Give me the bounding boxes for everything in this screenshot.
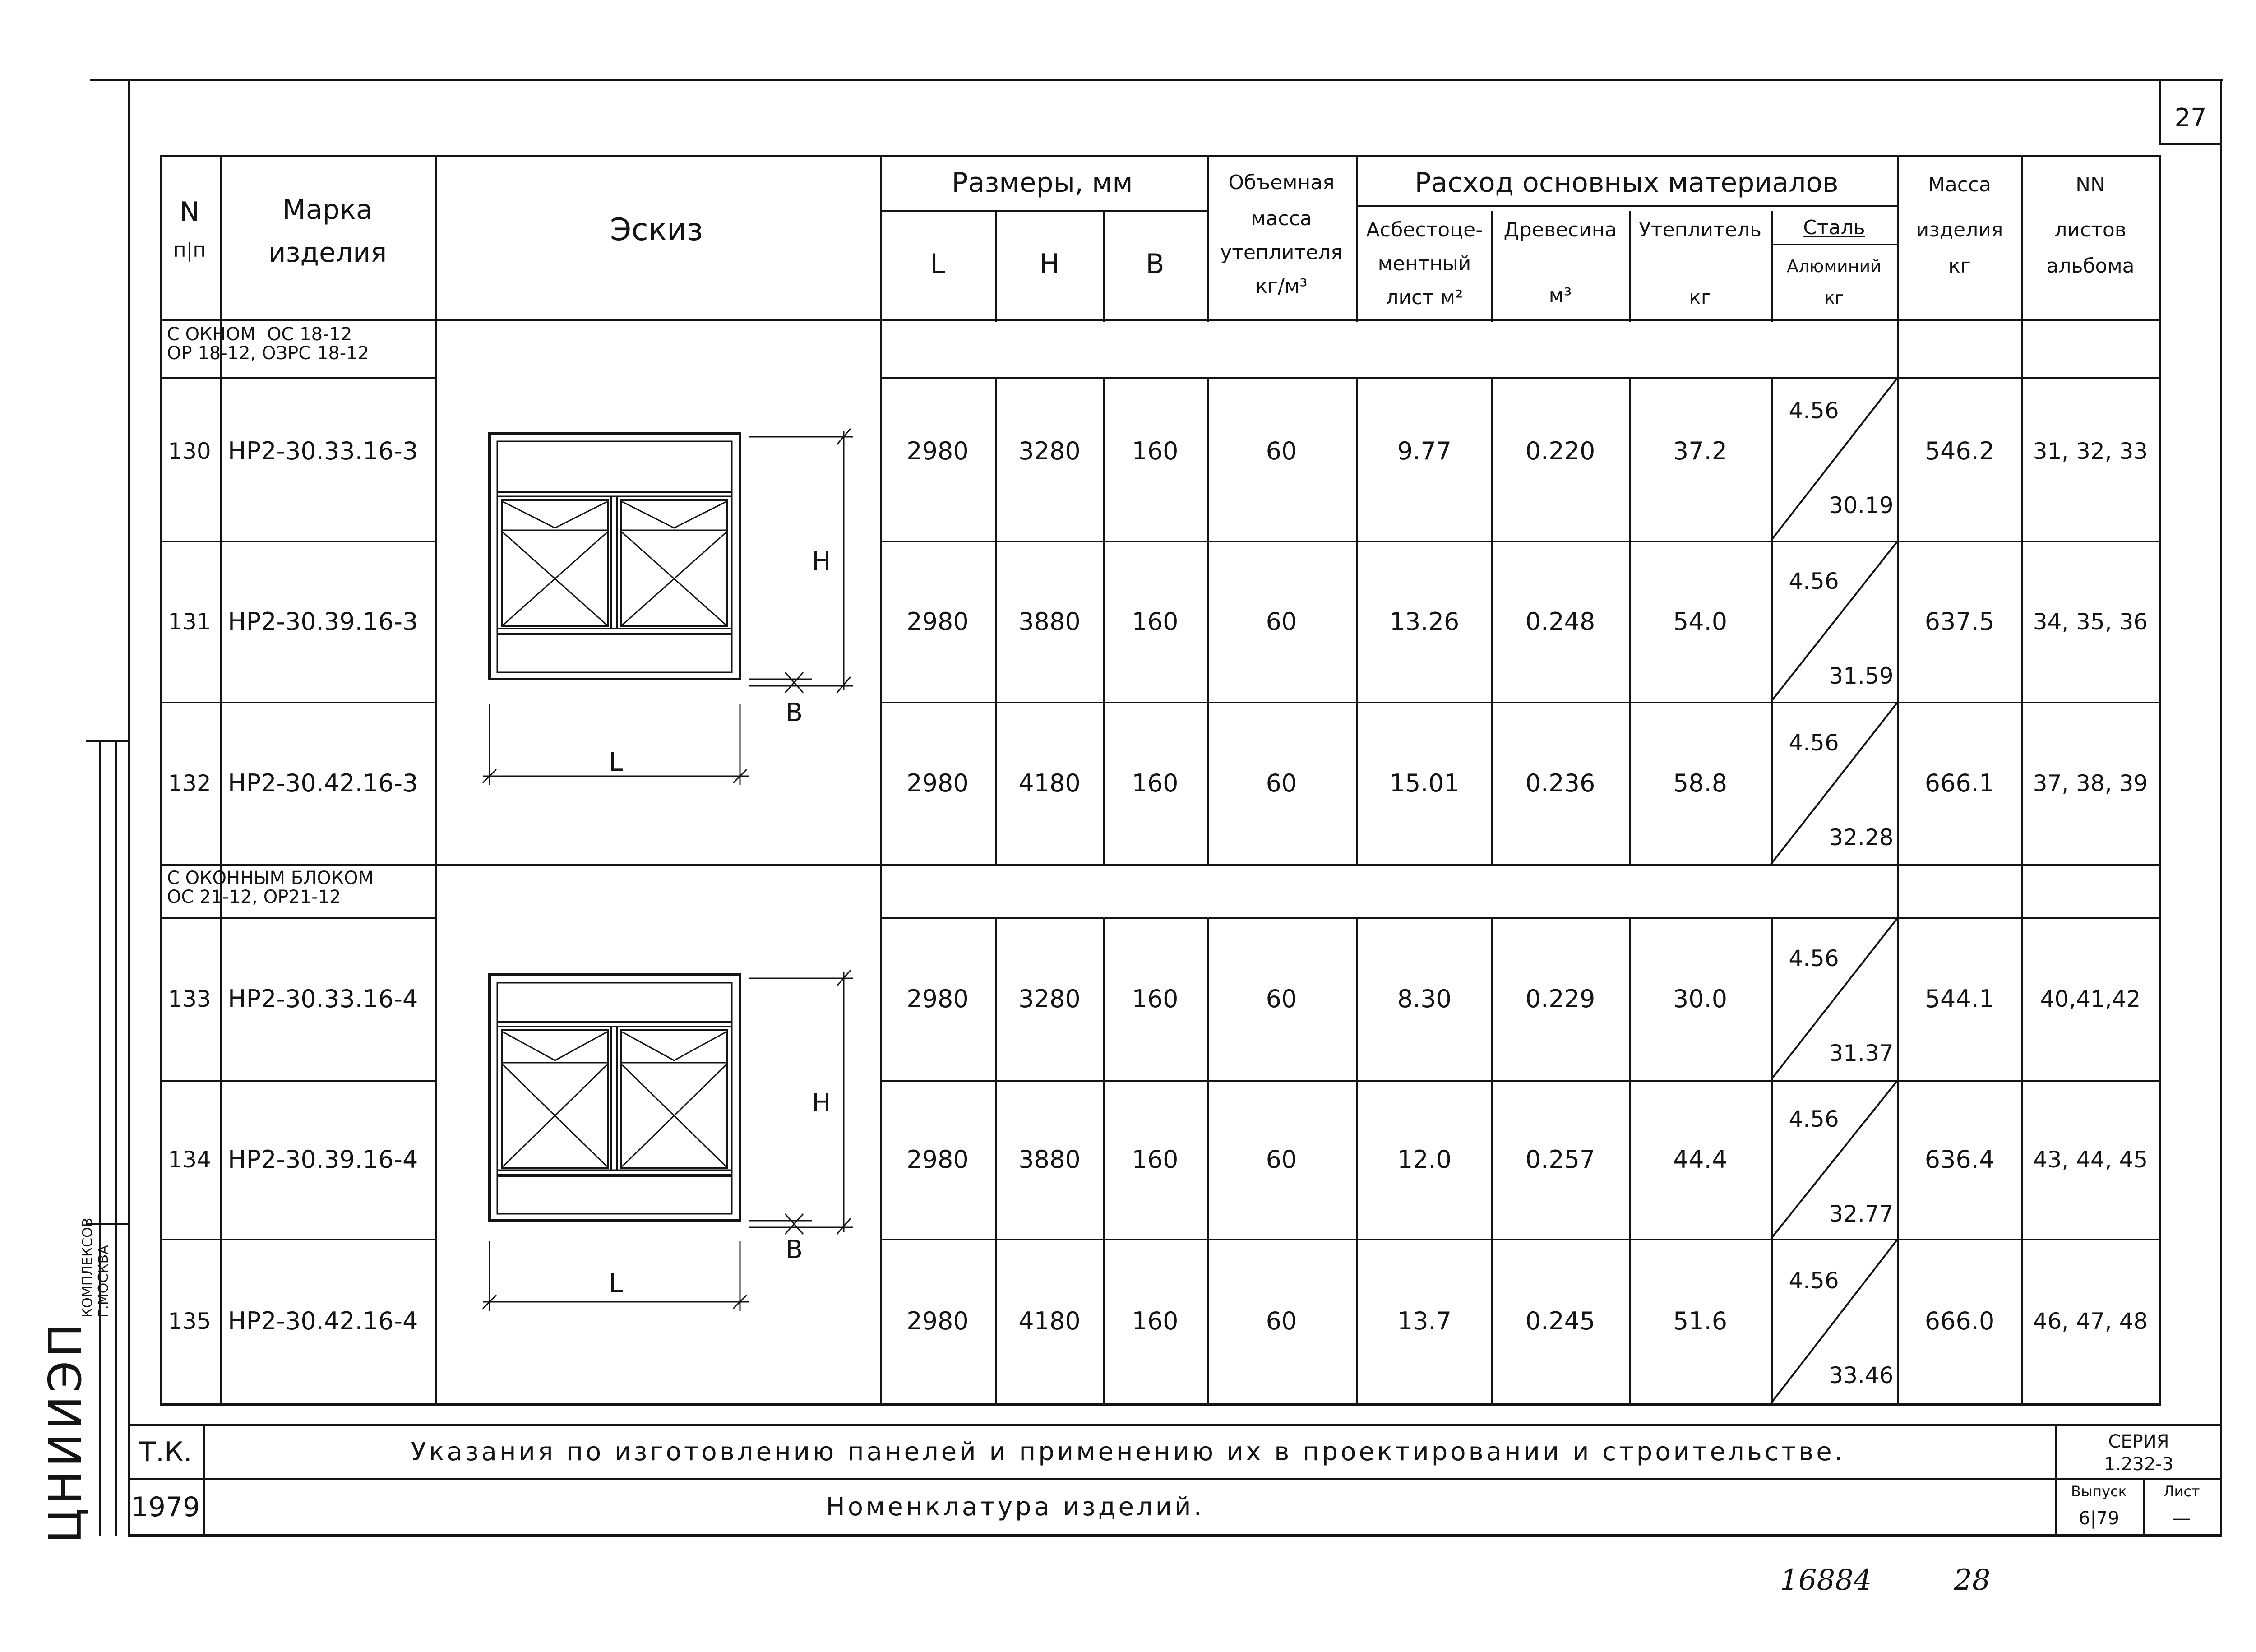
footer-title-1: Указания по изготовлению панелей и применению их в проектировании и строительстве.: [411, 1437, 1845, 1467]
header-density-2: масса: [1251, 207, 1312, 230]
footer-issue-label: Выпуск: [2071, 1483, 2127, 1500]
cell-asbestos: 8.30: [1397, 985, 1452, 1013]
cell-L: 2980: [906, 1307, 969, 1335]
cell-steel: 4.56: [1789, 1106, 1839, 1132]
cell-asbestos: 13.7: [1397, 1307, 1452, 1335]
cell-steel: 4.56: [1789, 730, 1839, 756]
header-density-4: кг/м³: [1255, 275, 1308, 298]
cell-B: 160: [1132, 437, 1179, 465]
cell-aluminum: 32.28: [1829, 824, 1894, 851]
cell-n: 130: [168, 438, 211, 464]
header-dim-h: H: [1039, 248, 1060, 280]
cell-B: 160: [1132, 769, 1179, 797]
cell-insulation: 54.0: [1673, 607, 1728, 636]
cell-H: 3280: [1018, 437, 1081, 465]
header-density-1: Объемная: [1228, 171, 1335, 194]
header-mass-3: кг: [1948, 255, 1971, 278]
cell-sheets: 37, 38, 39: [2033, 770, 2148, 796]
cell-steel: 4.56: [1789, 398, 1839, 424]
sketch-label-b: B: [785, 1235, 803, 1264]
cell-mass: 666.1: [1924, 769, 1995, 797]
cell-wood: 0.236: [1525, 769, 1595, 797]
cell-aluminum: 32.77: [1829, 1201, 1894, 1227]
cell-mark: НР2-30.39.16-3: [228, 607, 418, 636]
cell-density: 60: [1266, 769, 1297, 797]
cell-insulation: 51.6: [1673, 1307, 1728, 1335]
header-asbestos-1: Асбестоце-: [1366, 218, 1483, 241]
header-sheets-1: NN: [2076, 173, 2105, 196]
header-steel: Сталь: [1803, 216, 1865, 239]
cell-mass: 637.5: [1924, 607, 1995, 636]
header-mass-2: изделия: [1916, 218, 2003, 241]
bottom-note-a: 16884: [1780, 1564, 1872, 1597]
cell-insulation: 58.8: [1673, 769, 1728, 797]
cell-H: 3880: [1018, 1145, 1081, 1174]
header-dim-l: L: [930, 248, 945, 280]
header-mark-line2: изделия: [268, 237, 387, 268]
cell-n: 131: [168, 609, 211, 635]
cell-aluminum: 31.37: [1829, 1040, 1894, 1066]
header-sheets-2: листов: [2054, 218, 2127, 241]
header-num-line2: п|п: [173, 239, 206, 262]
side-stamp-line2: Г.МОСКВА: [96, 1245, 111, 1318]
cell-B: 160: [1132, 607, 1179, 636]
cell-density: 60: [1266, 985, 1297, 1013]
cell-steel: 4.56: [1789, 568, 1839, 594]
cell-wood: 0.229: [1525, 985, 1595, 1013]
cell-H: 3880: [1018, 607, 1081, 636]
header-aluminum-2: кг: [1824, 288, 1844, 308]
cell-L: 2980: [906, 769, 969, 797]
header-asbestos-2: ментный: [1378, 252, 1471, 275]
panel-sketch-window: [490, 433, 740, 679]
cell-mass: 544.1: [1924, 985, 1995, 1013]
cell-density: 60: [1266, 437, 1297, 465]
header-sheets-3: альбома: [2046, 255, 2135, 278]
cell-insulation: 44.4: [1673, 1145, 1728, 1174]
header-mass-1: Масса: [1928, 173, 1992, 196]
cell-mark: НР2-30.42.16-3: [228, 769, 418, 797]
header-mark-line1: Марка: [282, 194, 373, 226]
cell-sheets: 43, 44, 45: [2033, 1147, 2148, 1173]
cell-insulation: 37.2: [1673, 437, 1728, 465]
header-aluminum-1: Алюминий: [1787, 256, 1882, 276]
cell-L: 2980: [906, 1145, 969, 1174]
cell-sheets: 34, 35, 36: [2033, 609, 2148, 635]
cell-aluminum: 31.59: [1829, 663, 1894, 689]
cell-H: 4180: [1018, 769, 1081, 797]
cell-density: 60: [1266, 1145, 1297, 1174]
cell-wood: 0.248: [1525, 607, 1595, 636]
cell-wood: 0.220: [1525, 437, 1595, 465]
cell-n: 134: [168, 1147, 211, 1173]
sketch-label-b: B: [785, 698, 803, 727]
cell-mark: НР2-30.33.16-3: [228, 437, 418, 465]
sketch-label-h: H: [811, 547, 831, 576]
sketch-label-l: L: [609, 1269, 623, 1298]
header-density-3: утеплителя: [1220, 241, 1343, 264]
bottom-note-b: 28: [1954, 1564, 1991, 1597]
cell-H: 3280: [1018, 985, 1081, 1013]
cell-asbestos: 12.0: [1397, 1145, 1452, 1174]
cell-B: 160: [1132, 985, 1179, 1013]
header-num-line1: N: [179, 196, 200, 228]
header-insulation-1: Утеплитель: [1639, 218, 1761, 241]
cell-asbestos: 9.77: [1397, 437, 1452, 465]
cell-insulation: 30.0: [1673, 985, 1728, 1013]
sketch-label-l: L: [609, 748, 623, 777]
footer-sheet-value: —: [2173, 1508, 2191, 1529]
cell-mass: 546.2: [1924, 437, 1995, 465]
cell-mark: НР2-30.33.16-4: [228, 985, 418, 1013]
cell-sheets: 31, 32, 33: [2033, 438, 2148, 464]
footer-year: 1979: [131, 1491, 200, 1523]
cell-asbestos: 15.01: [1389, 769, 1460, 797]
panel-sketch-window-block: [490, 975, 740, 1221]
footer-title-2: Номенклатура изделий.: [826, 1492, 1205, 1522]
cell-sheets: 46, 47, 48: [2033, 1308, 2148, 1334]
group-label-window: С ОКНОМ ОС 18-12 ОР 18-12, ОЗРС 18-12: [167, 324, 370, 364]
cell-aluminum: 33.46: [1829, 1362, 1894, 1388]
header-dim-b: B: [1146, 248, 1165, 280]
footer-issue-value: 6|79: [2079, 1508, 2119, 1529]
header-wood-2: м³: [1549, 284, 1572, 307]
group-label-window-block: С ОКОННЫМ БЛОКОМ ОС 21-12, ОР21-12: [167, 868, 374, 907]
cell-asbestos: 13.26: [1389, 607, 1460, 636]
footer-sheet-label: Лист: [2163, 1483, 2200, 1500]
cell-mark: НР2-30.39.16-4: [228, 1145, 418, 1174]
cell-L: 2980: [906, 437, 969, 465]
cell-H: 4180: [1018, 1307, 1081, 1335]
cell-wood: 0.257: [1525, 1145, 1595, 1174]
header-materials: Расход основных материалов: [1415, 167, 1839, 199]
cell-steel: 4.56: [1789, 945, 1839, 972]
cell-sheets: 40,41,42: [2040, 986, 2141, 1012]
dimension-lines: [483, 429, 853, 785]
cell-n: 132: [168, 770, 211, 796]
footer-series-value: 1.232-3: [2103, 1454, 2174, 1475]
footer-tk: Т.К.: [139, 1436, 192, 1468]
footer-series-label: СЕРИЯ: [2108, 1431, 2169, 1452]
cell-aluminum: 30.19: [1829, 492, 1894, 518]
sketch-label-h: H: [811, 1088, 831, 1118]
cell-n: 135: [168, 1308, 211, 1334]
header-insulation-2: кг: [1689, 286, 1711, 309]
side-stamp-line1: КОМПЛЕКСОВ: [80, 1217, 96, 1318]
cell-wood: 0.245: [1525, 1307, 1595, 1335]
cell-mass: 666.0: [1924, 1307, 1995, 1335]
header-sketch: Эскиз: [610, 212, 703, 248]
cell-mass: 636.4: [1924, 1145, 1995, 1174]
header-asbestos-3: лист м²: [1386, 286, 1463, 309]
cell-L: 2980: [906, 607, 969, 636]
cell-B: 160: [1132, 1145, 1179, 1174]
header-wood-1: Древесина: [1503, 218, 1617, 241]
cell-n: 133: [168, 986, 211, 1012]
header-dimensions: Размеры, мм: [952, 167, 1133, 199]
cell-mark: НР2-30.42.16-4: [228, 1307, 418, 1335]
sheet-number-top: 27: [2174, 103, 2207, 133]
side-stamp-org: ЦНИИЭП: [39, 1319, 92, 1543]
cell-steel: 4.56: [1789, 1268, 1839, 1294]
cell-B: 160: [1132, 1307, 1179, 1335]
cell-density: 60: [1266, 607, 1297, 636]
cell-L: 2980: [906, 985, 969, 1013]
cell-density: 60: [1266, 1307, 1297, 1335]
